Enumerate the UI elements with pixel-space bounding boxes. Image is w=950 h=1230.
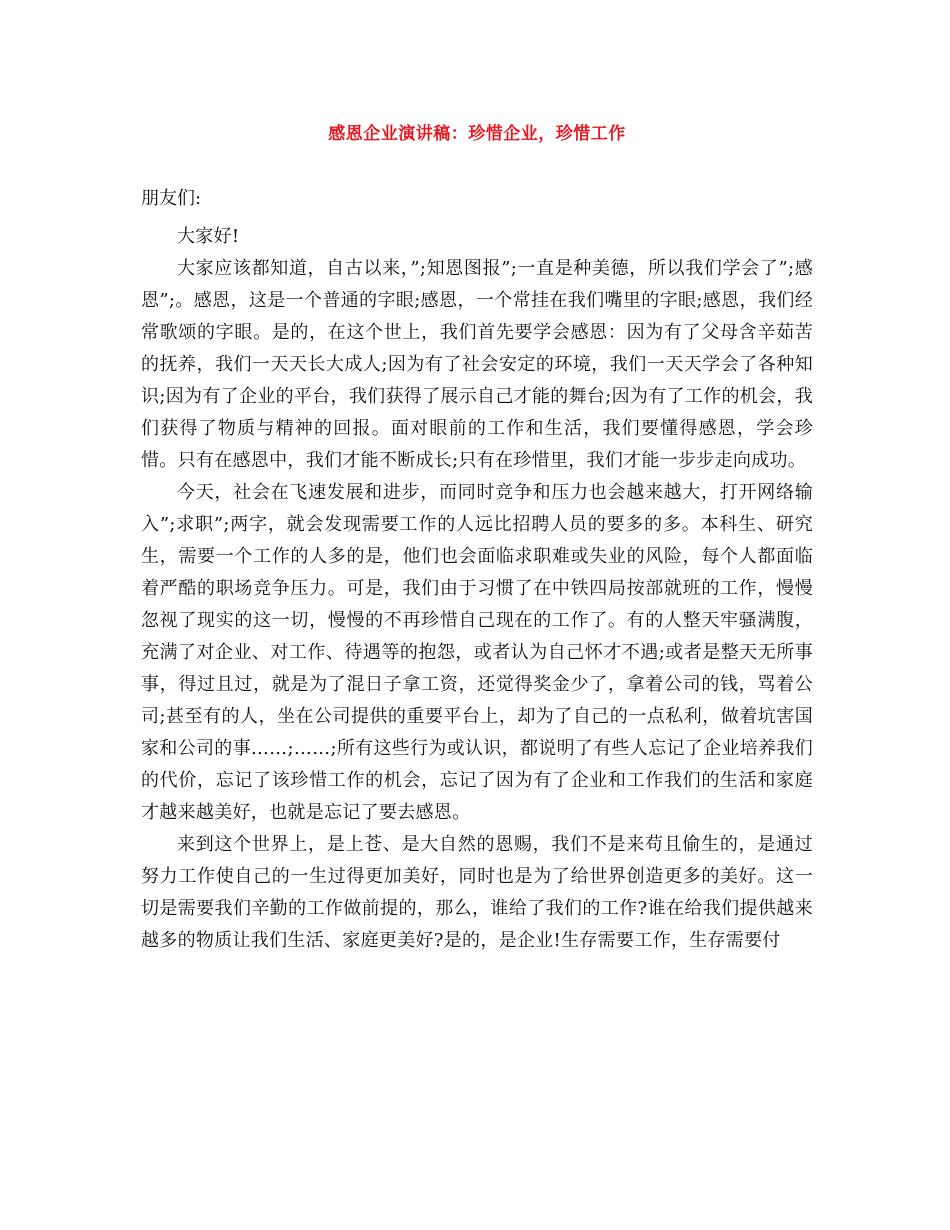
document-title: 感恩企业演讲稿：珍惜企业，珍惜工作	[328, 124, 626, 144]
salutation: 朋友们:	[141, 188, 202, 209]
paragraph-greeting: 大家好!	[177, 226, 240, 247]
paragraph-work-value: 来到这个世界上，是上苍、是大自然的恩赐，我们不是来苟且偷生的，是通过努力工作使自己的一生过得更加美好，同时也是为了给世界创造更多的美好。这一切是需要我们辛勤的工作做前提的，那么，谁给了我们的工作?谁在给我们提供越来越多的物质让我们生活、家庭更美好?是的，是企业!生存需要工作，生存需要付	[141, 834, 813, 951]
paragraph-gratitude: 大家应该都知道，自古以来，”;知恩图报”;一直是种美德，所以我们学会了”;感恩”;。感恩，这是一个普通的字眼;感恩，一个常挂在我们嘴里的字眼;感恩，我们经常歌颂的字眼。是的，在这个世上，我们首先要学会感恩：因为有了父母含辛茹苦的抚养，我们一天天长大成人;因为有了社会安定的环境，我们一天天学会了各种知识;因为有了企业的平台，我们获得了展示自己才能的舞台;因为有了工作的机会，我们获得了物质与精神的回报。面对眼前的工作和生活，我们要懂得感恩，学会珍惜。只有在感恩中，我们才能不断成长;只有在珍惜里，我们才能一步步走向成功。	[141, 258, 813, 471]
paragraph-competition: 今天，社会在飞速发展和进步，而同时竞争和压力也会越来越大，打开网络输入”;求职”;两字，就会发现需要工作的人远比招聘人员的要多的多。本科生、研究生，需要一个工作的人多的是，他们也会面临求职难或失业的风险，每个人都面临着严酷的职场竞争压力。可是，我们由于习惯了在中铁四局按部就班的工作，慢慢忽视了现实的这一切，慢慢的不再珍惜自己现在的工作了。有的人整天牢骚满腹，充满了对企业、对工作、待遇等的抱怨，或者认为自己怀才不遇;或者是整天无所事事，得过且过，就是为了混日子拿工资，还觉得奖金少了，拿着公司的钱，骂着公司;甚至有的人，坐在公司提供的重要平台上，却为了自己的一点私利，做着坑害国家和公司的事……;……;所有这些行为或认识，都说明了有些人忘记了企业培养我们的代价，忘记了该珍惜工作的机会，忘记了因为有了企业和工作我们的生活和家庭才越来越美好，也就是忘记了要去感恩。	[141, 482, 813, 823]
